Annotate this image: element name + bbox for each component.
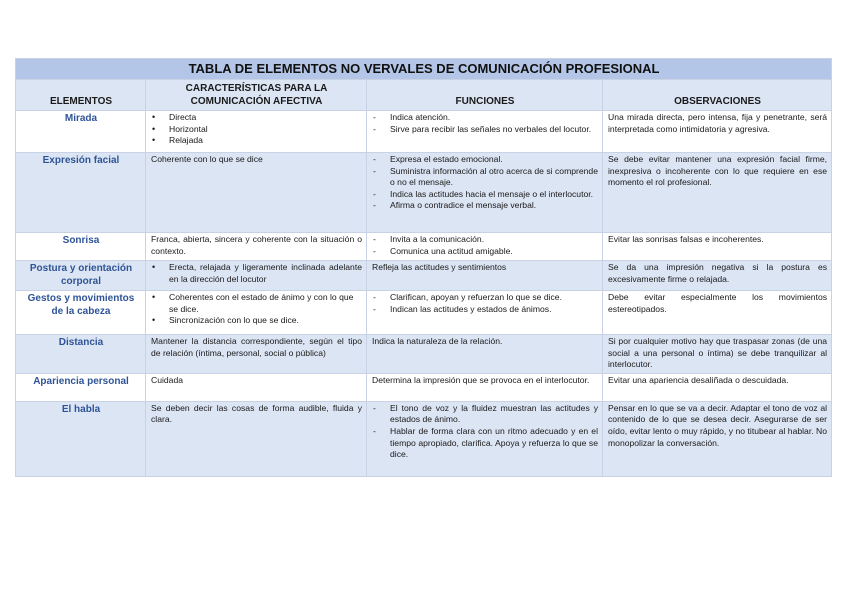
element-name: El habla [16, 401, 146, 476]
list-item: - Afirma o contradice el mensaje verbal. [372, 200, 598, 212]
observations-cell: Evitar las sonrisas falsas e incoherentes. [603, 233, 832, 261]
list-item: - Expresa el estado emocional. [372, 154, 598, 166]
characteristics-cell: Mantener la distancia correspondiente, según el tipo de relación (íntima, personal, social o pública) [146, 335, 367, 374]
characteristics-cell [146, 261, 367, 291]
functions-cell: Determina la impresión que se provoca en el interlocutor. [367, 373, 603, 401]
list-item: • Directa [151, 112, 362, 124]
table-row [16, 233, 832, 261]
functions-cell [367, 153, 603, 233]
element-name: Apariencia personal [16, 373, 146, 401]
list-item: • Sincronización con lo que se dice. [151, 315, 362, 327]
characteristics-cell: Franca, abierta, sincera y coherente con la situación o contexto. [146, 233, 367, 261]
table-row [16, 111, 832, 153]
list-item: - Indica las actitudes hacia el mensaje o el interlocutor. [372, 189, 598, 201]
list-item: - Sirve para recibir las señales no verbales del locutor. [372, 124, 598, 136]
functions-cell: Indica la naturaleza de la relación. [367, 335, 603, 374]
list-item: - Hablar de forma clara con un ritmo adecuado y en el tiempo apropiado, clarifica. Apoya y refuerza lo que se dice. [372, 426, 598, 461]
element-name: Expresión facial [16, 153, 146, 233]
characteristics-cell [146, 111, 367, 153]
list-item: - El tono de voz y la fluidez muestran las actitudes y estados de ánimo. [372, 403, 598, 426]
table-row [16, 401, 832, 476]
element-name: Postura y orientación corporal [16, 261, 146, 291]
header-elementos: ELEMENTOS [16, 80, 146, 111]
table-title: TABLA DE ELEMENTOS NO VERVALES DE COMUNICACIÓN PROFESIONAL [16, 59, 832, 80]
observations-cell: Una mirada directa, pero intensa, fija y penetrante, será interpretada como intimidatoria y agresiva. [603, 111, 832, 153]
list-item: - Comunica una actitud amigable. [372, 246, 598, 258]
table-row [16, 261, 832, 291]
element-name: Mirada [16, 111, 146, 153]
observations-cell: Pensar en lo que se va a decir. Adaptar el tono de voz al contenido de lo que se desea decir. Asegurarse de ser oído, evitar lento o muy rápido, y no titubear al hablar. No monopolizar la conversación. [603, 401, 832, 476]
element-name: Gestos y movimientos de la cabeza [16, 291, 146, 335]
list-item: - Indican las actitudes y estados de ánimos. [372, 304, 598, 316]
observations-cell: Evitar una apariencia desaliñada o descuidada. [603, 373, 832, 401]
characteristics-cell: Se deben decir las cosas de forma audible, fluida y clara. [146, 401, 367, 476]
list-item: - Clarifican, apoyan y refuerzan lo que se dice. [372, 292, 598, 304]
functions-cell [367, 401, 603, 476]
functions-cell: Refleja las actitudes y sentimientos [367, 261, 603, 291]
characteristics-cell: Cuidada [146, 373, 367, 401]
list-item: • Erecta, relajada y ligeramente inclinada adelante en la dirección del locutor [151, 262, 362, 285]
nonverbal-elements-table [15, 58, 832, 477]
functions-cell [367, 111, 603, 153]
table-row [16, 291, 832, 335]
list-item: • Horizontal [151, 124, 362, 136]
characteristics-cell: Coherente con lo que se dice [146, 153, 367, 233]
observations-cell: Se da una impresión negativa si la postura es excesivamente firme o relajada. [603, 261, 832, 291]
functions-cell [367, 233, 603, 261]
header-funciones: FUNCIONES [367, 80, 603, 111]
list-item: • Relajada [151, 135, 362, 147]
header-caracteristicas: CARACTERÍSTICAS PARA LA COMUNICACIÓN AFECTIVA [146, 80, 367, 111]
list-item: - Indica atención. [372, 112, 598, 124]
table-row [16, 153, 832, 233]
functions-cell [367, 291, 603, 335]
observations-cell: Se debe evitar mantener una expresión facial firme, inexpresiva o incoherente con lo que requiere en ese momento el rol profesional. [603, 153, 832, 233]
table-row [16, 373, 832, 401]
list-item: - Invita a la comunicación. [372, 234, 598, 246]
element-name: Sonrisa [16, 233, 146, 261]
list-item: - Suministra información al otro acerca de si comprende o no el mensaje. [372, 166, 598, 189]
list-item: • Coherentes con el estado de ánimo y con lo que se dice. [151, 292, 362, 315]
characteristics-cell [146, 291, 367, 335]
header-observaciones: OBSERVACIONES [603, 80, 832, 111]
element-name: Distancia [16, 335, 146, 374]
observations-cell: Debe evitar especialmente los movimientos estereotipados. [603, 291, 832, 335]
table-row [16, 335, 832, 374]
observations-cell: Si por cualquier motivo hay que traspasar zonas (de una social a una personal o íntima) se debe tranquilizar al interlocutor. [603, 335, 832, 374]
